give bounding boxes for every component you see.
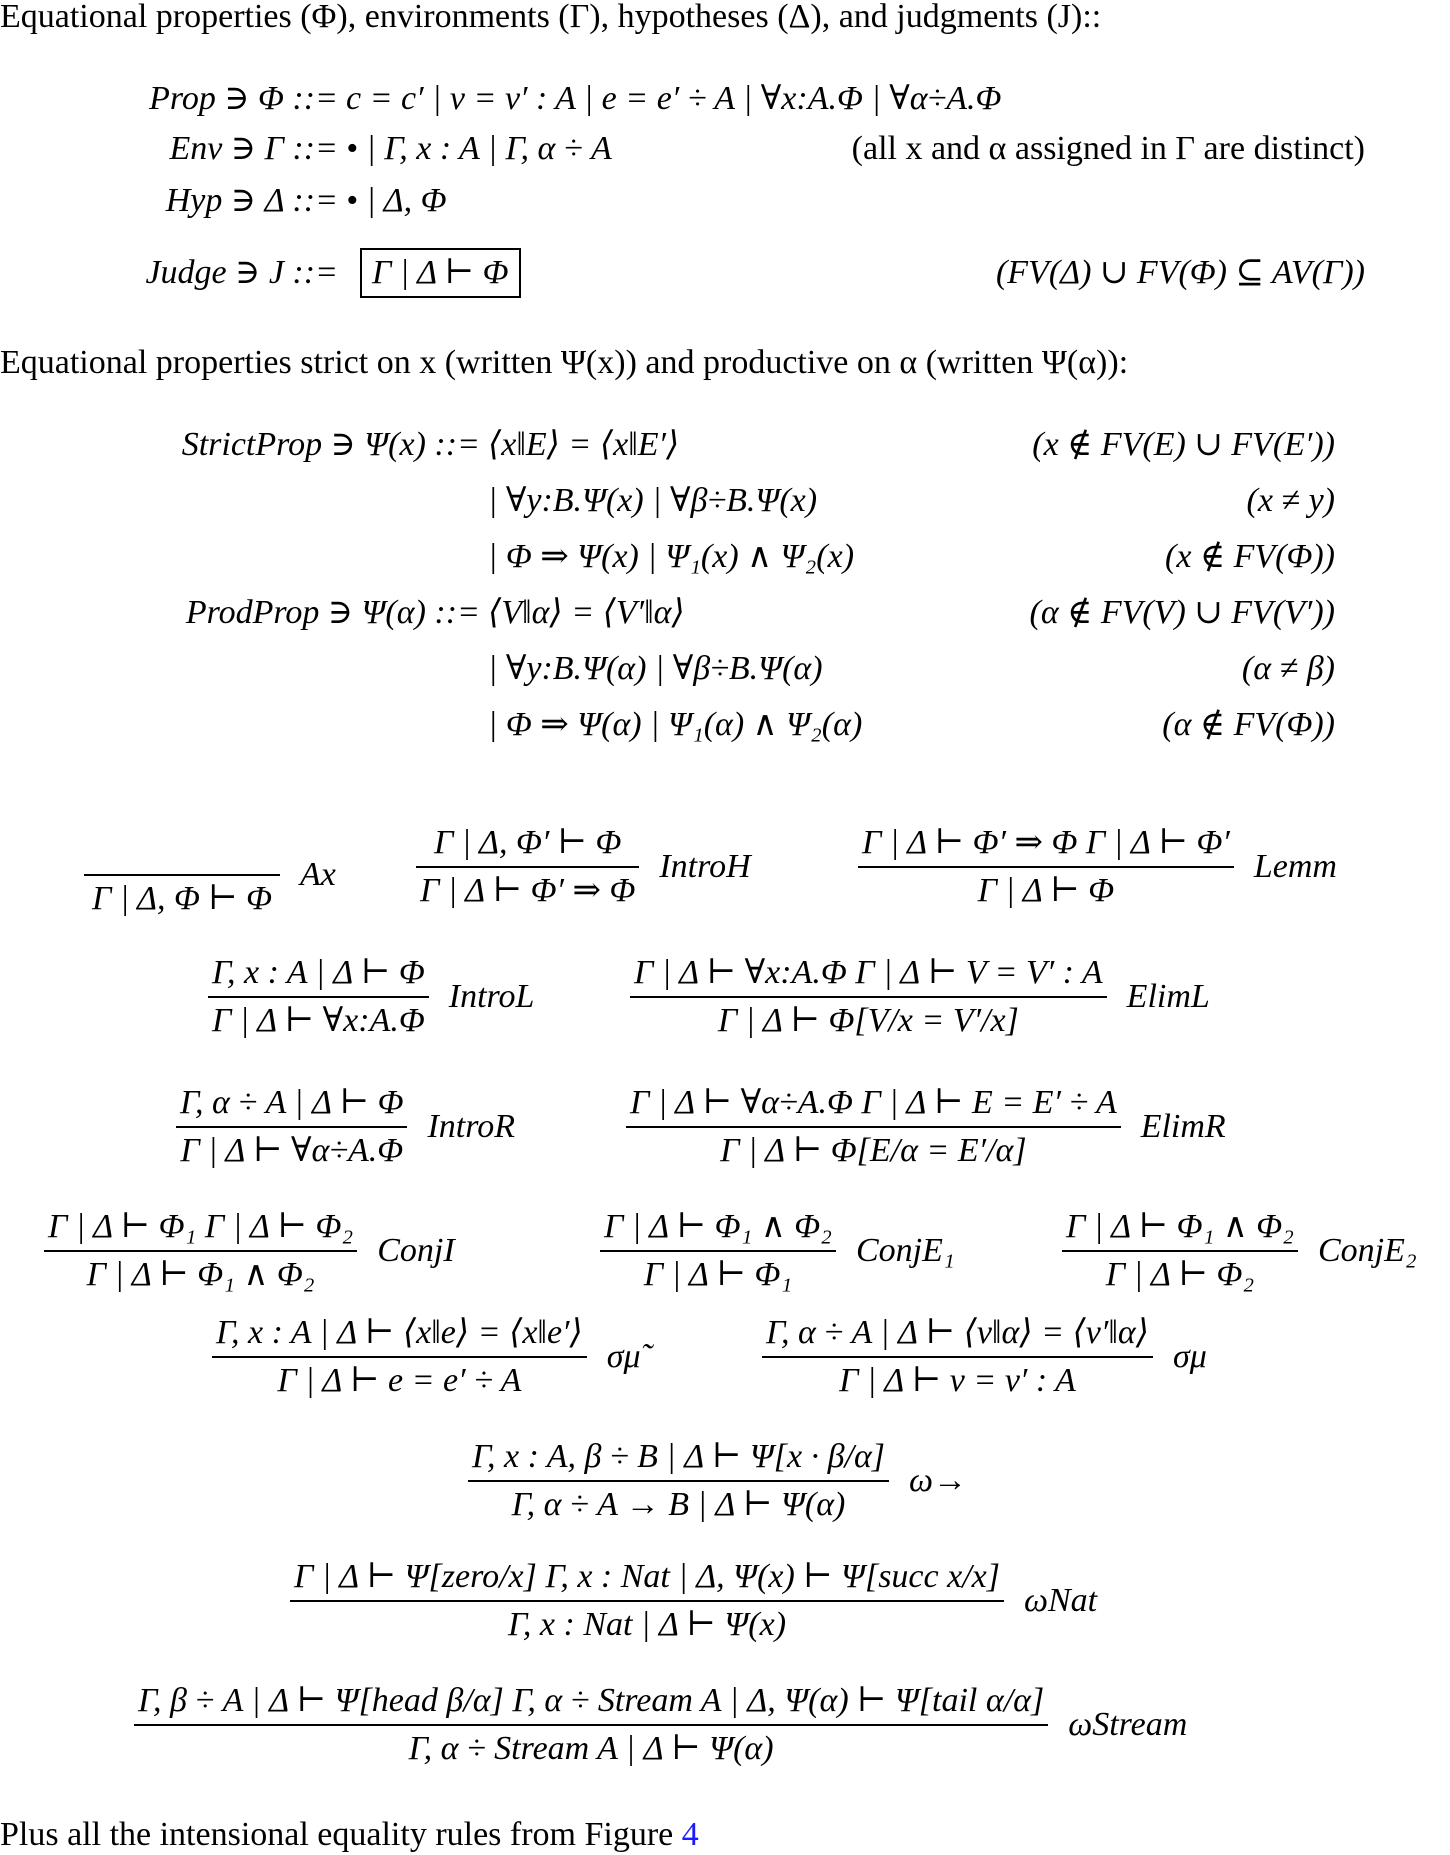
strict-intro-text: Equational properties strict on x (written Ψ(x)) and productive on α (written Ψ(α)): [0,344,1129,381]
rule-omega-arrow: $\frac{\Gamma, x : A, \beta \div B | \Delta ⊢ \Psi[x \cdot \beta/\alpha]}{\Gamma, \alpha \div A \to B | \Delta ⊢ \Psi(\alpha)}$ ω→ [468,1440,967,1522]
footer-text [0,1818,699,1852]
prod-side-0: (α ∉ FV(V) ∪ FV(V′)) [1029,594,1335,631]
prod-side-2: (α ∉ FV(Φ)) [1162,706,1335,743]
grammar-judge-lhs: Judge ∋ J ::= [145,254,338,291]
prod-side-1: (α ≠ β) [1241,650,1335,687]
rule-omega-nat: $\frac{\text{Γ | Δ ⊢ Ψ[zero/x] Γ, x : Nat | Δ, Ψ(x) ⊢ Ψ[succ x/x]}}{\text{Γ, x : Nat | Δ ⊢ Ψ(x)}}$ ωNat [290,1560,1097,1642]
rule-elimr: $\frac{\text{Γ | Δ ⊢ ∀α÷A.Φ Γ | Δ ⊢ E = E′ ÷ A}}{\Gamma | \Delta ⊢ \Phi[E/\alpha = E'/\alpha]}$ ElimR [626,1086,1226,1168]
grammar-prop-lhs: Prop ∋ Φ ::= [149,80,338,117]
strict-rhs-2: | Φ ⇒ Ψ(x) | Ψ₁(x) ∧ Ψ₂(x) [488,538,855,575]
grammar-env-lhs: Env ∋ Γ ::= [169,130,338,167]
strict-side-2: (x ∉ FV(Φ)) [1165,538,1335,575]
grammar-judge-side: (FV(Δ) ∪ FV(Φ) ⊆ AV(Γ)) [995,254,1365,291]
prod-rhs-0: ⟨V‖α⟩ = ⟨V′‖α⟩ [488,594,685,631]
rule-intror: $\frac{\Gamma, \alpha \div A | \Delta ⊢ \Phi}{\Gamma | \Delta ⊢ \forall\alpha\div A.\Phi}$ IntroR [176,1086,515,1168]
rule-sigma-mu: $\frac{\Gamma, \alpha \div A | \Delta ⊢ ⟨v‖\alpha⟩ = ⟨v'‖\alpha⟩}{\Gamma | \Delta ⊢ v = v' : A}$ σμ [762,1316,1207,1398]
rule-eliml: $\frac{\text{Γ | Δ ⊢ ∀x:A.Φ Γ | Δ ⊢ V = V′ : A}}{\Gamma | \Delta ⊢ \Phi[V/x = V'/x]}$ ElimL [630,956,1210,1038]
strict-rhs-0: ⟨x‖E⟩ = ⟨x‖E′⟩ [488,426,680,463]
intro-text: Equational properties (Φ), environments (Γ), hypotheses (Δ), and judgments (J):: [0,0,1102,35]
grammar-env-side: (all x and α assigned in Γ are distinct) [851,130,1365,167]
rule-introh: $\frac{\Gamma | \Delta, \Phi' ⊢ \Phi}{\Gamma | \Delta ⊢ \Phi' \Rightarrow \Phi}$ IntroH [416,826,751,908]
grammar-prop-rhs: c = c′ | v = v′ : A | e = e′ ÷ A | ∀x:A.Φ | ∀α÷A.Φ [346,80,1002,117]
strict-side-0: (x ∉ FV(E) ∪ FV(E′)) [1032,426,1335,463]
prod-rhs-2: | Φ ⇒ Ψ(α) | Ψ₁(α) ∧ Ψ₂(α) [488,706,863,743]
grammar-hyp-rhs: • | Δ, Φ [346,182,447,219]
figure-link[interactable]: 4 [681,1816,699,1853]
footer-sentence: Plus all the intensional equality rules from Figure [0,1816,674,1853]
grammar-judge-box: Γ | Δ ⊢ Φ [360,248,521,298]
rule-conje1: $\frac{\text{Γ | Δ ⊢ Φ₁ ∧ Φ₂}}{\text{Γ | Δ ⊢ Φ₁}}$ ConjE₁ [600,1210,955,1292]
grammar-hyp-lhs: Hyp ∋ Δ ::= [165,182,338,219]
rule-conje2: $\frac{\text{Γ | Δ ⊢ Φ₁ ∧ Φ₂}}{\text{Γ | Δ ⊢ Φ₂}}$ ConjE₂ [1062,1210,1417,1292]
rule-ax: Γ | Δ, Φ ⊢ Φ Ax [84,834,336,916]
strict-side-1: (x ≠ y) [1246,482,1335,519]
rule-omega-stream: Γ, β ÷ A | Δ ⊢ Ψ[head β/α] Γ, α ÷ Stream A | Δ, Ψ(α) ⊢ Ψ[tail α/α] Γ, α ÷ Stream A | Δ ⊢ Ψ(α) ωStream [134,1684,1187,1766]
rule-sigma-mu-tilde: $\frac{\Gamma, x : A | \Delta ⊢ ⟨x‖e⟩ = ⟨x‖e'⟩}{\Gamma | \Delta ⊢ e = e' \div A}$ σμ̃ [212,1316,641,1398]
strict-lhs: StrictProp ∋ Ψ(x) ::= [181,426,480,463]
rule-lemm: $\frac{\text{Γ | Δ ⊢ Φ′ ⇒ Φ Γ | Δ ⊢ Φ′}}{\Gamma | \Delta ⊢ \Phi}$ Lemm [858,826,1337,908]
prod-rhs-1: | ∀y:B.Ψ(α) | ∀β÷B.Ψ(α) [488,650,823,687]
rule-conji: $\frac{\text{Γ | Δ ⊢ Φ₁ Γ | Δ ⊢ Φ₂}}{\text{Γ | Δ ⊢ Φ₁ ∧ Φ₂}}$ ConjI [44,1210,455,1292]
rule-introl: $\frac{\Gamma, x : A | \Delta ⊢ \Phi}{\Gamma | \Delta ⊢ \forall x:A.\Phi}$ IntroL [208,956,534,1038]
prod-lhs: ProdProp ∋ Ψ(α) ::= [185,594,480,631]
grammar-env-rhs: • | Γ, x : A | Γ, α ÷ A [346,130,612,167]
strict-rhs-1: | ∀y:B.Ψ(x) | ∀β÷B.Ψ(x) [488,482,818,519]
